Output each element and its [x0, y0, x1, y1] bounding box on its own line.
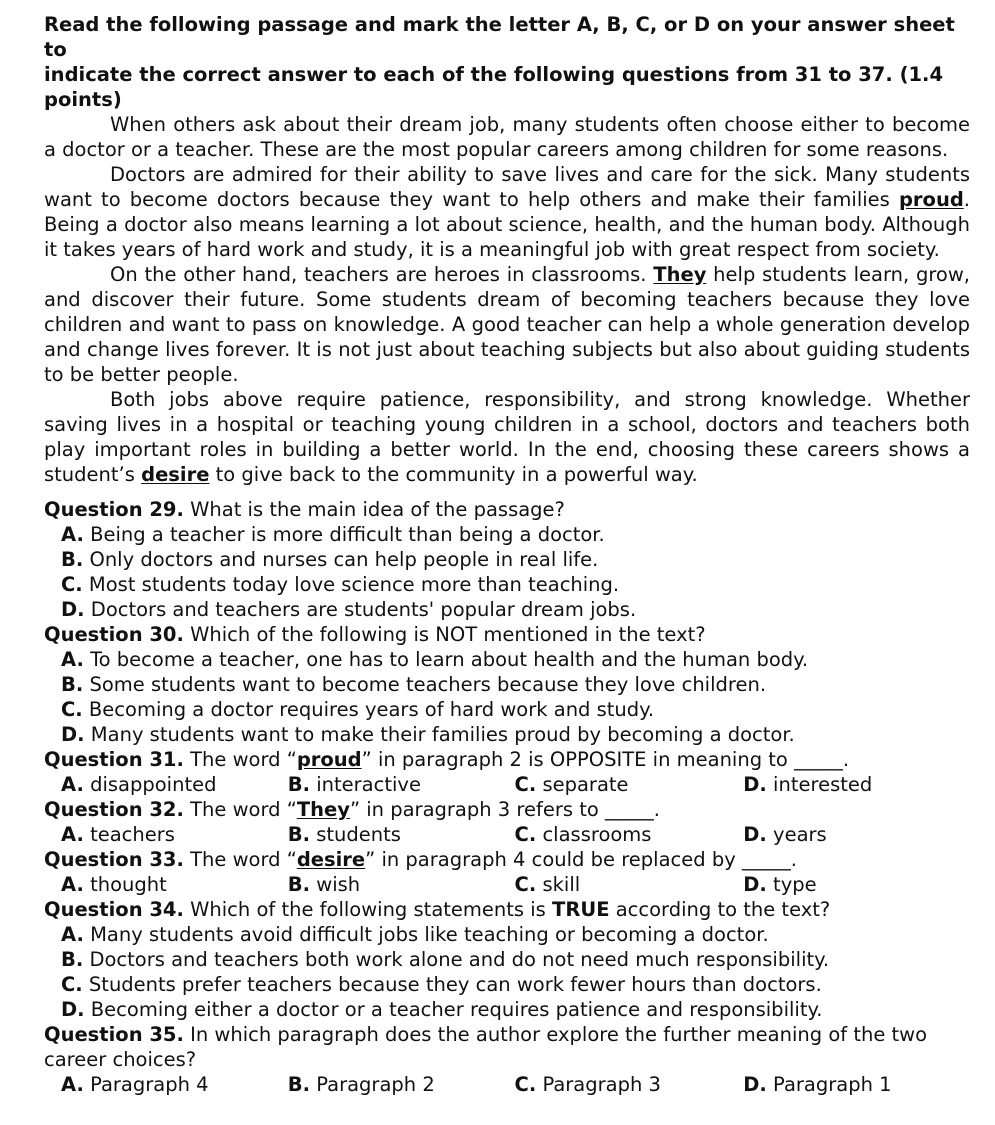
option-letter: B. [287, 823, 311, 846]
answer-blank: _____. [794, 748, 850, 771]
option-letter: D. [743, 1073, 767, 1096]
option-letter: B. [287, 1073, 311, 1096]
option-b[interactable] [44, 672, 970, 697]
question-label: Question 30. [44, 623, 184, 646]
option-d[interactable] [743, 822, 970, 847]
question-33 [44, 847, 970, 897]
option-text: interactive [310, 773, 421, 796]
option-a[interactable] [61, 772, 288, 797]
option-a[interactable] [61, 872, 288, 897]
option-text: Paragraph 3 [536, 1073, 661, 1096]
option-letter: A. [61, 823, 84, 846]
option-c[interactable] [515, 772, 744, 797]
option-text: Some students want to become teachers because they love children. [83, 673, 767, 696]
option-text: Doctors and teachers are students' popular dream jobs. [84, 598, 637, 621]
option-text: classrooms [536, 823, 652, 846]
option-letter: A. [61, 923, 84, 946]
option-c[interactable] [515, 822, 744, 847]
option-letter: C. [61, 573, 83, 596]
option-b[interactable] [288, 1072, 515, 1097]
question-29 [44, 497, 970, 622]
option-letter: D. [61, 998, 85, 1021]
option-letter: B. [287, 773, 311, 796]
option-text: Paragraph 2 [310, 1073, 435, 1096]
option-text: Being a teacher is more difficult than being a doctor. [83, 523, 605, 546]
question-35 [44, 1022, 970, 1097]
question-30 [44, 622, 970, 747]
option-c[interactable] [515, 1072, 744, 1097]
option-text: skill [536, 873, 581, 896]
option-c[interactable] [44, 697, 970, 722]
underlined-word: desire [296, 848, 366, 871]
option-text: wish [310, 873, 361, 896]
question-text: The word “ [183, 848, 297, 871]
question-stem [44, 1022, 970, 1072]
option-letter: C. [514, 1073, 537, 1096]
paragraph-text: On the other hand, teachers are heroes in classrooms. [110, 263, 654, 286]
option-a[interactable] [44, 922, 970, 947]
option-text: type [766, 873, 817, 896]
answer-blank: _____. [605, 798, 660, 821]
option-text: interested [766, 773, 873, 796]
option-b[interactable] [44, 547, 970, 572]
option-text: To become a teacher, one has to learn about health and the human body. [83, 648, 809, 671]
option-a[interactable] [44, 647, 970, 672]
passage-paragraph-1: When others ask about their dream job, many students often choose either to become a doctor or a teacher. These are the most popular careers among children for some reasons. [44, 113, 970, 161]
option-b[interactable] [288, 872, 515, 897]
question-label: Question 35. [44, 1023, 184, 1046]
question-text: The word “ [183, 748, 297, 771]
option-letter: A. [61, 873, 84, 896]
option-d[interactable] [743, 772, 970, 797]
option-text: Many students want to make their families proud by becoming a doctor. [84, 723, 795, 746]
option-letter: D. [743, 873, 767, 896]
answer-blank: _____. [741, 848, 797, 871]
option-text: Many students avoid difficult jobs like teaching or becoming a doctor. [83, 923, 769, 946]
question-stem [44, 897, 970, 922]
option-text: thought [83, 873, 167, 896]
instructions [44, 12, 970, 112]
option-letter: C. [61, 973, 83, 996]
option-letter: B. [61, 948, 84, 971]
question-label: Question 33. [44, 848, 184, 871]
option-text: Only doctors and nurses can help people in real life. [83, 548, 599, 571]
option-d[interactable] [743, 872, 970, 897]
underlined-word-desire: desire [141, 463, 210, 486]
options-row [44, 872, 970, 897]
option-letter: A. [61, 1073, 84, 1096]
question-31 [44, 747, 970, 797]
question-text: ” in paragraph 4 could be replaced by [365, 848, 742, 871]
option-text: disappointed [83, 773, 217, 796]
option-letter: A. [61, 648, 84, 671]
option-b[interactable] [288, 822, 515, 847]
question-text: Which of the following statements is [183, 898, 553, 921]
question-text: What is the main idea of the passage? [183, 498, 565, 521]
option-d[interactable] [44, 722, 970, 747]
paragraph-text: Doctors are admired for their ability to save lives and care for the sick. Many students want to become doctors because they want to help others and make their families [44, 163, 970, 211]
option-d[interactable] [44, 597, 970, 622]
option-letter: D. [61, 723, 85, 746]
instructions-line-2: indicate the correct answer to each of the following questions from 31 to 37. (1.4 points) [44, 63, 944, 111]
question-label: Question 29. [44, 498, 184, 521]
option-letter: C. [514, 873, 537, 896]
paragraph-text: help students learn, grow, and discover their future. Some students dream of becoming teachers because they love children and want to pass on knowledge. A good teacher can help a whole generation develop and change lives forever. It is not just about teaching subjects but also about guiding students to be better people. [44, 263, 970, 386]
option-d[interactable] [743, 1072, 970, 1097]
question-34 [44, 897, 970, 1022]
question-stem [44, 797, 970, 822]
options-row [44, 772, 970, 797]
question-text: ” in paragraph 2 is OPPOSITE in meaning to [361, 748, 795, 771]
question-label: Question 34. [44, 898, 184, 921]
option-text: Becoming a doctor requires years of hard work and study. [82, 698, 655, 721]
option-text: Students prefer teachers because they can work fewer hours than doctors. [82, 973, 822, 996]
option-letter: B. [287, 873, 311, 896]
option-a[interactable] [61, 1072, 288, 1097]
option-letter: B. [61, 673, 84, 696]
question-32 [44, 797, 970, 847]
option-letter: D. [61, 598, 85, 621]
option-letter: A. [61, 773, 84, 796]
question-text: The word “ [183, 798, 297, 821]
option-letter: B. [61, 548, 84, 571]
worksheet [44, 12, 970, 1097]
passage-paragraph-4 [44, 387, 970, 487]
option-b[interactable] [44, 947, 970, 972]
question-stem [44, 747, 970, 772]
question-stem [44, 622, 970, 647]
option-a[interactable] [44, 522, 970, 547]
option-text: Paragraph 1 [766, 1073, 892, 1096]
paragraph-text: Both jobs above require patience, responsibility, and strong knowledge. Whether saving lives in a hospital or teaching young children in a school, doctors and teachers both play important roles in building a better world. In the end, choosing these careers shows a student’s [44, 388, 970, 486]
option-d[interactable] [44, 997, 970, 1022]
instructions-line-1: Read the following passage and mark the letter A, B, C, or D on your answer sheet to [44, 13, 955, 61]
option-text: teachers [83, 823, 175, 846]
option-text: Doctors and teachers both work alone and do not need much responsibility. [83, 948, 830, 971]
question-text: ” in paragraph 3 refers to [349, 798, 606, 821]
passage-paragraph-3 [44, 262, 970, 387]
paragraph-text: . Being a doctor also means learning a lot about science, health, and the human body. Although it takes years of hard work and study, it is a meaningful job with great respect from society. [44, 188, 970, 261]
option-letter: A. [61, 523, 84, 546]
question-text: Which of the following is NOT mentioned in the text? [183, 623, 706, 646]
option-letter: C. [514, 773, 537, 796]
option-b[interactable] [288, 772, 515, 797]
option-a[interactable] [61, 822, 288, 847]
underlined-word: They [296, 798, 350, 821]
option-text: separate [536, 773, 629, 796]
option-text: Paragraph 4 [83, 1073, 209, 1096]
question-label: Question 31. [44, 748, 184, 771]
option-letter: C. [514, 823, 537, 846]
option-text: Most students today love science more than teaching. [82, 573, 620, 596]
question-stem [44, 497, 970, 522]
option-text: years [766, 823, 827, 846]
underlined-word: proud [296, 748, 362, 771]
option-letter: D. [743, 823, 767, 846]
option-letter: C. [61, 698, 83, 721]
option-text: students [310, 823, 401, 846]
underlined-word-proud: proud [898, 188, 964, 211]
question-text: In which paragraph does the author explore the further meaning of the two career choices? [44, 1023, 928, 1071]
emphasis-true: TRUE [552, 898, 610, 921]
option-c[interactable] [515, 872, 744, 897]
passage-paragraph-2 [44, 162, 970, 262]
question-label: Question 32. [44, 798, 184, 821]
option-letter: D. [743, 773, 767, 796]
question-text: according to the text? [609, 898, 831, 921]
option-c[interactable] [44, 972, 970, 997]
option-text: Becoming either a doctor or a teacher requires patience and responsibility. [84, 998, 823, 1021]
options-row [44, 822, 970, 847]
option-c[interactable] [44, 572, 970, 597]
options-row [44, 1072, 970, 1097]
question-stem [44, 847, 970, 872]
paragraph-text: to give back to the community in a powerful way. [209, 463, 698, 486]
underlined-word-they: They [653, 263, 707, 286]
